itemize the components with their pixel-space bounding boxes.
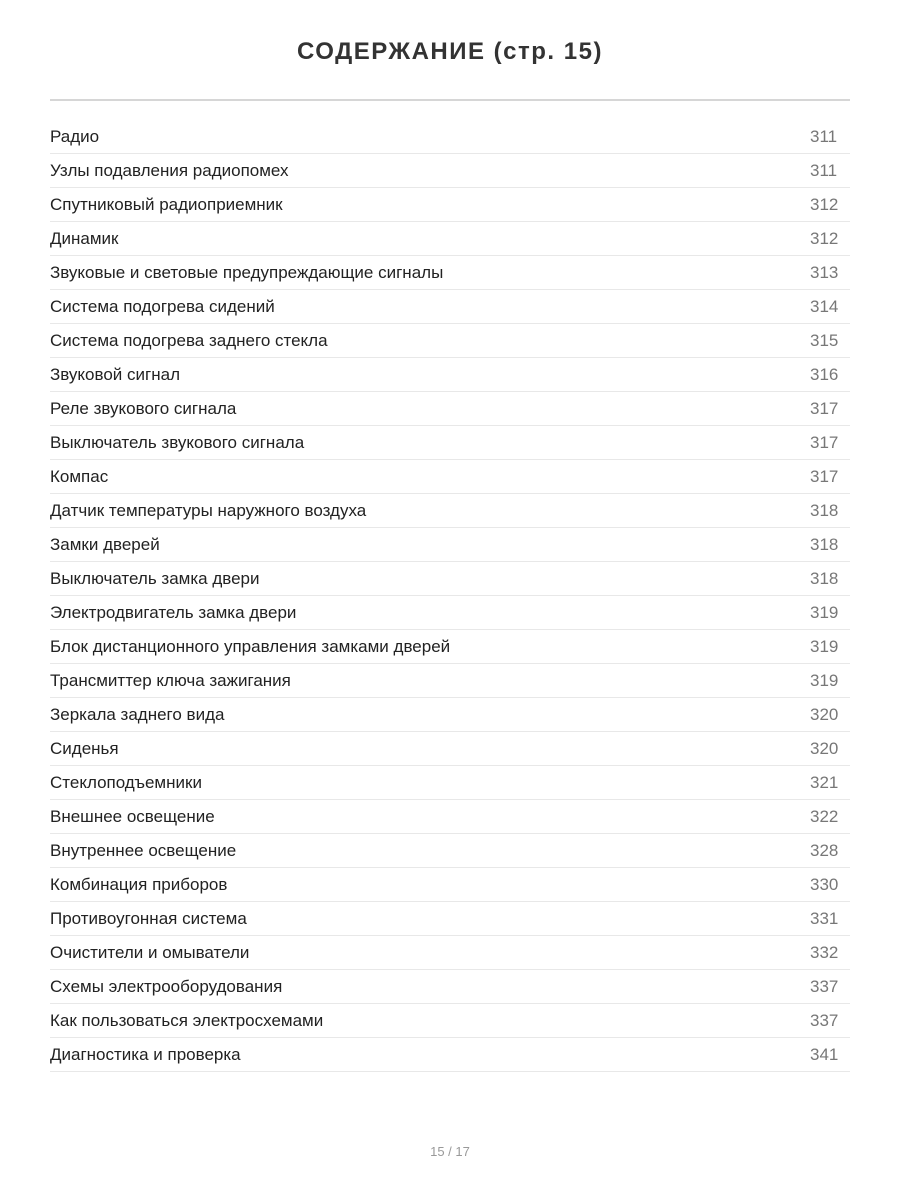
toc-entry-title: Противоугонная система (50, 908, 247, 928)
toc-entry-title: Схемы электрооборудования (50, 976, 283, 996)
toc-entry-page-number: 319 (810, 670, 839, 690)
toc-entry-page-number: 322 (810, 806, 839, 826)
toc-entry[interactable] (50, 222, 850, 256)
toc-entry-page-number: 318 (810, 568, 839, 588)
toc-entry-title: Стеклоподъемники (50, 772, 202, 792)
toc-entry-page-number: 317 (810, 398, 839, 418)
toc-entry[interactable] (50, 290, 850, 324)
toc-entry[interactable] (50, 358, 850, 392)
toc-entry[interactable] (50, 494, 850, 528)
page-number: 15 / 17 (430, 1144, 470, 1159)
toc-entry-page-number: 319 (810, 602, 839, 622)
toc-entry-title: Выключатель замка двери (50, 568, 260, 588)
toc-entry[interactable] (50, 596, 850, 630)
toc-entry-page-number: 320 (810, 738, 839, 758)
toc-entry-page-number: 321 (810, 772, 839, 792)
toc-entry-title: Спутниковый радиоприемник (50, 194, 283, 214)
toc-entry-page-number: 337 (810, 1010, 839, 1030)
toc-entry-page-number: 315 (810, 330, 839, 350)
toc-entry[interactable] (50, 426, 850, 460)
toc-entry-title: Сиденья (50, 738, 119, 758)
toc-entry-page-number: 316 (810, 364, 839, 384)
toc-entry-title: Как пользоваться электросхемами (50, 1010, 324, 1030)
toc-entry-page-number: 312 (810, 194, 839, 214)
toc-entry-title: Компас (50, 466, 109, 486)
toc-entry-title: Замки дверей (50, 534, 160, 554)
toc-entry-page-number: 314 (810, 296, 839, 316)
toc-entry[interactable] (50, 800, 850, 834)
toc-entry[interactable] (50, 392, 850, 426)
toc-entry[interactable] (50, 256, 850, 290)
toc-entry-title: Блок дистанционного управления замками дверей (50, 636, 451, 656)
toc-entry[interactable] (50, 1004, 850, 1038)
toc-entry-title: Динамик (50, 228, 119, 248)
toc-entry-title: Внутреннее освещение (50, 840, 237, 860)
toc-entry[interactable] (50, 154, 850, 188)
toc-entry-page-number: 311 (810, 160, 838, 180)
toc-entry[interactable] (50, 630, 850, 664)
toc-entry-title: Зеркала заднего вида (50, 704, 225, 724)
toc-entry[interactable] (50, 936, 850, 970)
toc-entry-title: Очистители и омыватели (50, 942, 250, 962)
toc-entry-page-number: 318 (810, 500, 839, 520)
toc-entry[interactable] (50, 902, 850, 936)
toc-entry-title: Комбинация приборов (50, 874, 228, 894)
toc-entry-page-number: 341 (810, 1044, 839, 1064)
toc-entry-page-number: 332 (810, 942, 839, 962)
toc-entry-page-number: 320 (810, 704, 839, 724)
toc-entry-page-number: 311 (810, 126, 838, 146)
toc-entry-title: Узлы подавления радиопомех (50, 160, 289, 180)
toc-entry[interactable] (50, 562, 850, 596)
toc-entry[interactable] (50, 528, 850, 562)
title-divider (50, 99, 850, 101)
toc-entry[interactable] (50, 698, 850, 732)
toc-entry-page-number: 331 (810, 908, 839, 928)
toc-entry-title: Система подогрева сидений (50, 296, 275, 316)
toc-entry-title: Звуковые и световые предупреждающие сигналы (50, 262, 444, 282)
toc-entry-title: Система подогрева заднего стекла (50, 330, 328, 350)
toc-entry-title: Реле звукового сигнала (50, 398, 237, 418)
toc-entry-title: Диагностика и проверка (50, 1044, 241, 1064)
toc-entry[interactable] (50, 120, 850, 154)
toc-entry-page-number: 337 (810, 976, 839, 996)
toc-entry[interactable] (50, 732, 850, 766)
toc-entry-page-number: 328 (810, 840, 839, 860)
toc-entry-page-number: 313 (810, 262, 839, 282)
toc-entry-title: Внешнее освещение (50, 806, 215, 826)
toc-entry-title: Электродвигатель замка двери (50, 602, 297, 622)
toc-entry-title: Датчик температуры наружного воздуха (50, 500, 367, 520)
page-title: СОДЕРЖАНИЕ (стр. 15) (297, 38, 603, 65)
toc-entry[interactable] (50, 834, 850, 868)
toc-entry[interactable] (50, 970, 850, 1004)
toc-entry-page-number: 312 (810, 228, 839, 248)
toc-entry-page-number: 317 (810, 466, 839, 486)
toc-entry[interactable] (50, 868, 850, 902)
toc-entry-title: Звуковой сигнал (50, 364, 180, 384)
table-of-contents (50, 120, 850, 1072)
toc-entry-title: Трансмиттер ключа зажигания (50, 670, 291, 690)
toc-entry[interactable] (50, 188, 850, 222)
toc-entry[interactable] (50, 1038, 850, 1072)
toc-entry-page-number: 318 (810, 534, 839, 554)
toc-entry-page-number: 319 (810, 636, 839, 656)
toc-entry[interactable] (50, 324, 850, 358)
toc-entry[interactable] (50, 766, 850, 800)
toc-entry-page-number: 330 (810, 874, 839, 894)
toc-entry[interactable] (50, 460, 850, 494)
toc-entry-page-number: 317 (810, 432, 839, 452)
toc-entry[interactable] (50, 664, 850, 698)
toc-entry-title: Радио (50, 126, 100, 146)
toc-entry-title: Выключатель звукового сигнала (50, 432, 305, 452)
